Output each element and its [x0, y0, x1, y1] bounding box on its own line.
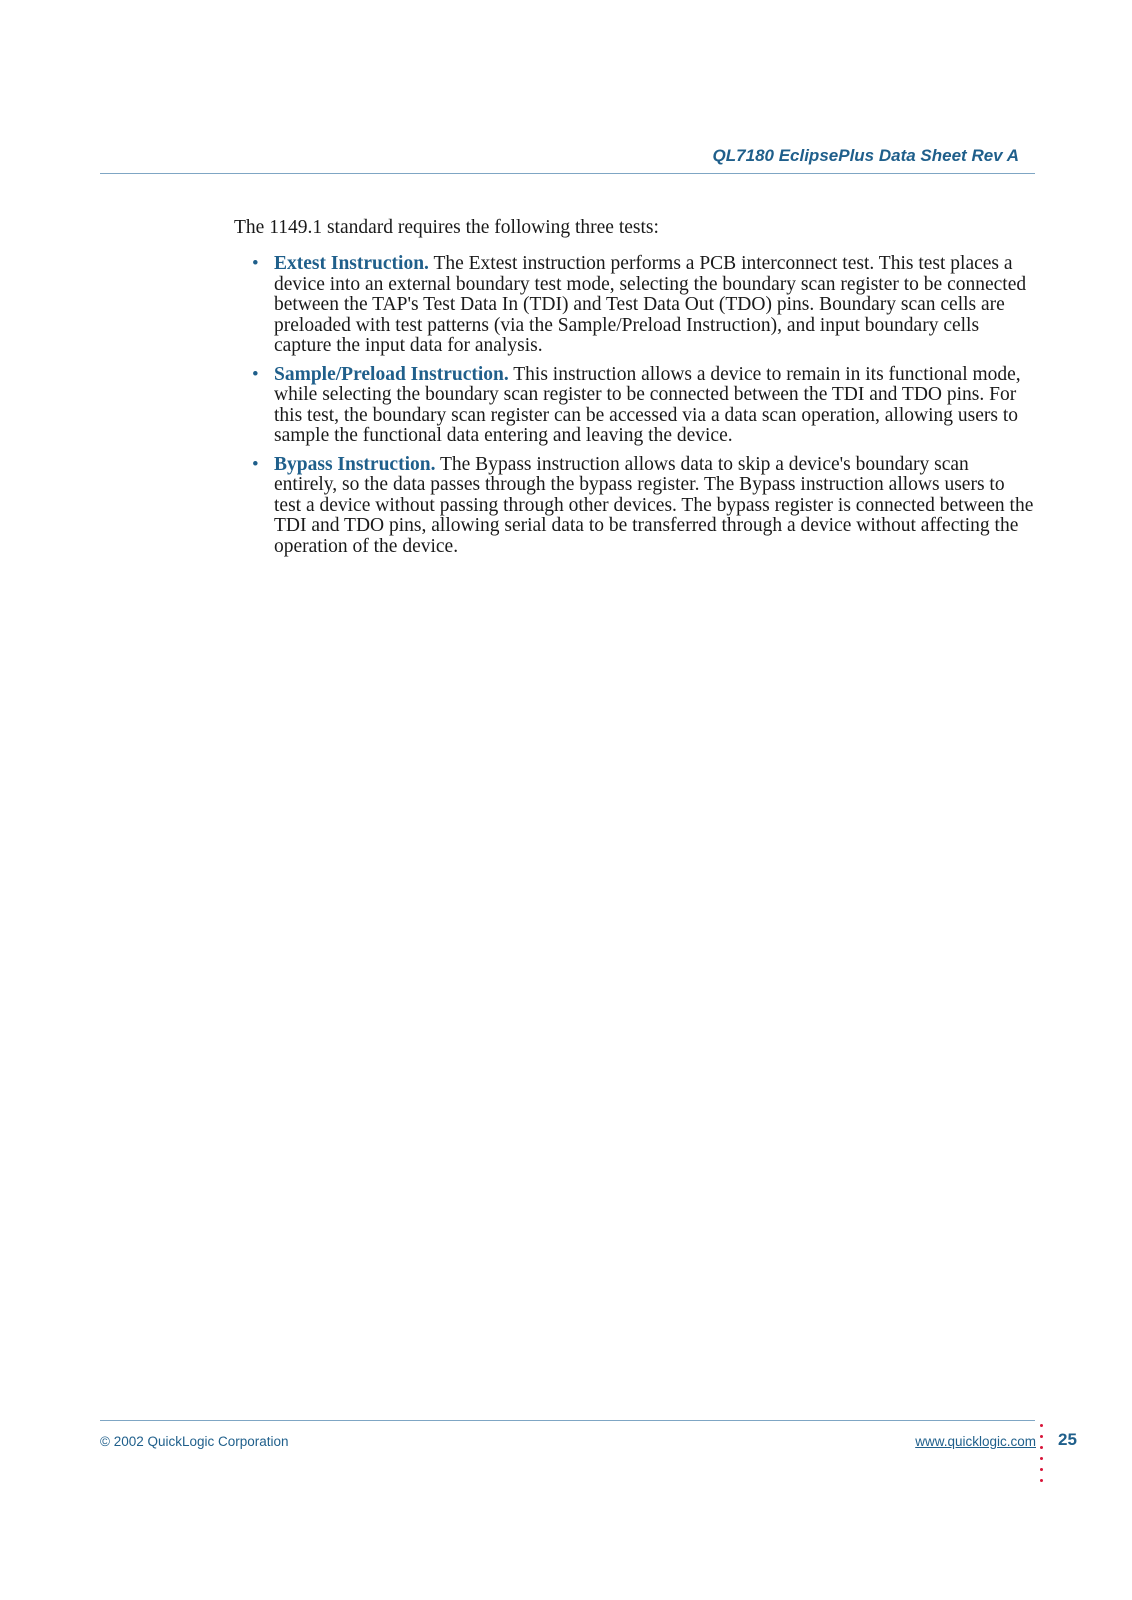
- dot: [1040, 1446, 1043, 1449]
- description-extest: The Extest instruction performs a PCB interconnect test. This test places a device into an external boundary test mode, selecting the boundary scan register to be connected between the TAP's Test Data In (TDI) and Test Data Out (TDO) pins. Boundary scan cells are preloaded with test patterns (via the Sample/Preload Instruction), and input boundary cells capture the input data for analysis.: [274, 253, 1027, 356]
- footer-website-link[interactable]: www.quicklogic.com: [915, 1434, 1036, 1449]
- decorative-dots: [1040, 1424, 1046, 1490]
- dot: [1040, 1479, 1043, 1482]
- footer-copyright: © 2002 QuickLogic Corporation: [100, 1434, 289, 1449]
- dot: [1040, 1457, 1043, 1460]
- dot: [1040, 1424, 1043, 1427]
- bullet-icon: •: [252, 453, 259, 475]
- description-bypass: The Bypass instruction allows data to skip a device's boundary scan entirely, so the data passes through the bypass register. The Bypass instruction allows users to test a device without passing through other devices. The bypass register is connected between the TDI and TDO pins, allowing serial data to be transferred through a device without affecting the operation of the device.: [274, 453, 1034, 557]
- test-list: [234, 254, 1034, 557]
- intro-paragraph: The 1149.1 standard requires the following three tests:: [234, 217, 659, 238]
- list-item-sample-preload: [234, 365, 1034, 447]
- header-rule: [100, 173, 1035, 174]
- page-content: [234, 216, 1034, 565]
- dot: [1040, 1435, 1043, 1438]
- term-extest: Extest Instruction.: [274, 253, 429, 274]
- header-title: QL7180 EclipsePlus Data Sheet Rev A: [712, 146, 1019, 165]
- bullet-icon: •: [252, 253, 259, 274]
- description-sample-preload: This instruction allows a device to remain in its functional mode, while selecting the boundary scan register to be connected between the TDI and TDO pins. For this test, the boundary scan register can be accessed via a data scan operation, allowing users to sample the functional data entering and leaving the device.: [274, 363, 1021, 446]
- term-sample-preload: Sample/Preload Instruction.: [274, 363, 509, 385]
- term-bypass: Bypass Instruction.: [274, 453, 436, 475]
- bullet-icon: •: [252, 363, 259, 385]
- page-number: 25: [1058, 1430, 1077, 1449]
- footer-rule: [100, 1420, 1035, 1421]
- list-item-extest: [234, 254, 1034, 357]
- dot: [1040, 1468, 1043, 1471]
- list-item-bypass: [234, 455, 1034, 558]
